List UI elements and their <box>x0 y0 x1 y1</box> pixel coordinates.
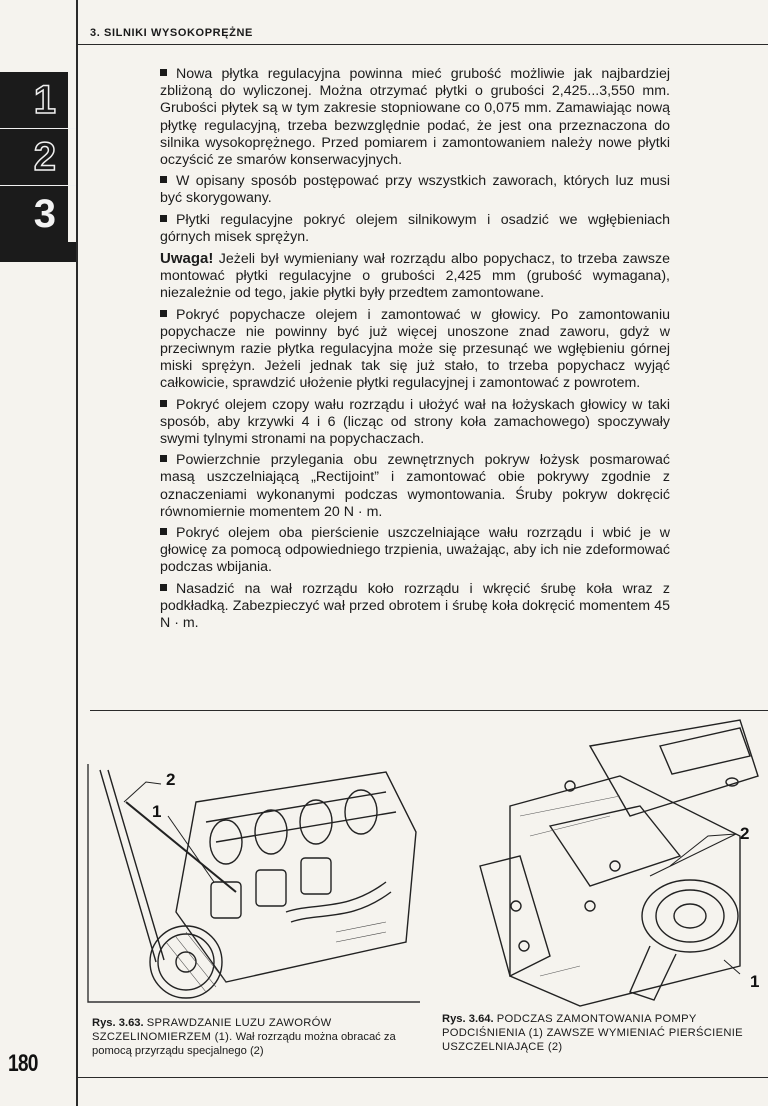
header-rule <box>76 44 768 45</box>
bullet-icon <box>160 400 167 407</box>
paragraph: W opisany sposób postępować przy wszystkich zaworach, których luz musi być skorygowany. <box>160 173 670 207</box>
footer-rule <box>76 1077 768 1078</box>
paragraph: Pokryć popychacze olejem i zamontować w głowicy. Po zamontowaniu popychacze nie powinny być już więcej unoszone znad zaworu, gdyż w przeciwnym razie płytka regulacyjna może się przesunąć we wgłębieniu górnej miski sprężyn. Jeżeli jednak tak się już stało, to trzeba popychacz wyjąć całkowicie, sprawdzić ułożenie płytki regulacyjnej i zamontować z powrotem. <box>160 306 670 392</box>
caption-number: Rys. 3.63. <box>92 1017 144 1029</box>
figure-label: 1 <box>750 972 760 991</box>
figure-label: 2 <box>740 824 750 843</box>
vacuum-pump-drawing <box>440 716 768 1012</box>
bullet-icon <box>160 528 167 535</box>
figure-3-64 <box>440 716 768 1012</box>
paragraph: Powierzchnie przylegania obu zewnętrznych pokryw łożysk posmarować masą uszczelniającą „Rectijoint” i zamontować obie pokrywy zgodnie z oznaczeniami wykonanymi podczas wymontowania. Śruby pokryw dokręcić równomiernie momentem 20 N · m. <box>160 452 670 520</box>
tab-strip-end <box>0 242 76 262</box>
chapter-tab-3: 3 <box>0 186 68 242</box>
paragraph: Płytki regulacyjne pokryć olejem silnikowym i osadzić we wgłębieniach górnych misek sprężyn. <box>160 211 670 245</box>
bullet-icon <box>160 69 167 76</box>
section-divider <box>90 710 768 711</box>
warning-paragraph: Uwaga! Jeżeli był wymieniany wał rozrządu albo popychacz, to trzeba zawsze montować płytki regulacyjne o grubości 2,425 mm (grubość wymagana), niezależnie od tego, jakie płytki były przedtem zamontowane. <box>160 250 670 302</box>
caption-title: PODCZAS ZAMONTOWANIA POMPY PODCIŚNIENIA (1) ZAWSZE WYMIENIAĆ PIERŚCIENIE USZCZELNIAJĄCE (2) <box>442 1013 743 1053</box>
bullet-icon <box>160 215 167 222</box>
paragraph: Pokryć olejem czopy wału rozrządu i ułożyć wał na łożyskach głowicy w taki sposób, aby krzywki 4 i 6 (licząc od strony koła zamachowego) spoczywały swymi tylnymi stronami na popychaczach. <box>160 396 670 448</box>
caption-number: Rys. 3.64. <box>442 1013 494 1025</box>
paragraph: Nasadzić na wał rozrządu koło rozrządu i wkręcić śrubę koła wraz z podkładką. Zabezpieczyć wał przed obrotem i śrubę koła dokręcić momentem 45 N · m. <box>160 580 670 632</box>
figure-3-63 <box>86 762 424 1008</box>
page-number: 180 <box>8 1050 38 1077</box>
figure-label: 1 <box>152 802 162 821</box>
caption-text: Wał rozrządu można obracać za pomocą przyrządu specjalnego (2) <box>92 1031 396 1057</box>
figure-caption <box>92 1016 422 1058</box>
caption-title: SPRAWDZANIE LUZU ZAWORÓW SZCZELINOMIERZEM (1). <box>92 1017 332 1043</box>
figure-label: 2 <box>166 770 176 789</box>
bullet-icon <box>160 455 167 462</box>
figure-caption <box>442 1012 768 1054</box>
paragraph: Pokryć olejem oba pierścienie uszczelniające wału rozrządu i wbić je w głowicę za pomocą odpowiedniego trzpienia, uważając, aby ich nie zdeformować podczas wbijania. <box>160 525 670 576</box>
bullet-icon <box>160 310 167 317</box>
section-title: 3. SILNIKI WYSOKOPRĘŻNE <box>90 27 253 39</box>
warning-lead: Uwaga! <box>160 250 214 268</box>
body-text <box>160 66 670 636</box>
chapter-tab-2: 2 <box>0 129 68 185</box>
margin-rule <box>76 0 78 1106</box>
bullet-icon <box>160 584 167 591</box>
engine-camshaft-drawing <box>86 762 424 1008</box>
chapter-tab-1: 1 <box>0 72 68 128</box>
bullet-icon <box>160 176 167 183</box>
paragraph: Nowa płytka regulacyjna powinna mieć grubość możliwie jak najbardziej zbliżoną do wyliczonej. Można otrzymać płytki o grubości 2,425...3,550 mm. Grubości płytek są w tym zakresie stopniowane co 0,075 mm. Zamawiając nową płytkę regulacyjną, trzeba bezwzględnie podać, że jest ona przeznaczona do silnika wysokoprężnego. Przed pomiarem i zamontowaniem należy nowe płytki oczyścić ze smarów konserwacyjnych. <box>160 66 670 169</box>
